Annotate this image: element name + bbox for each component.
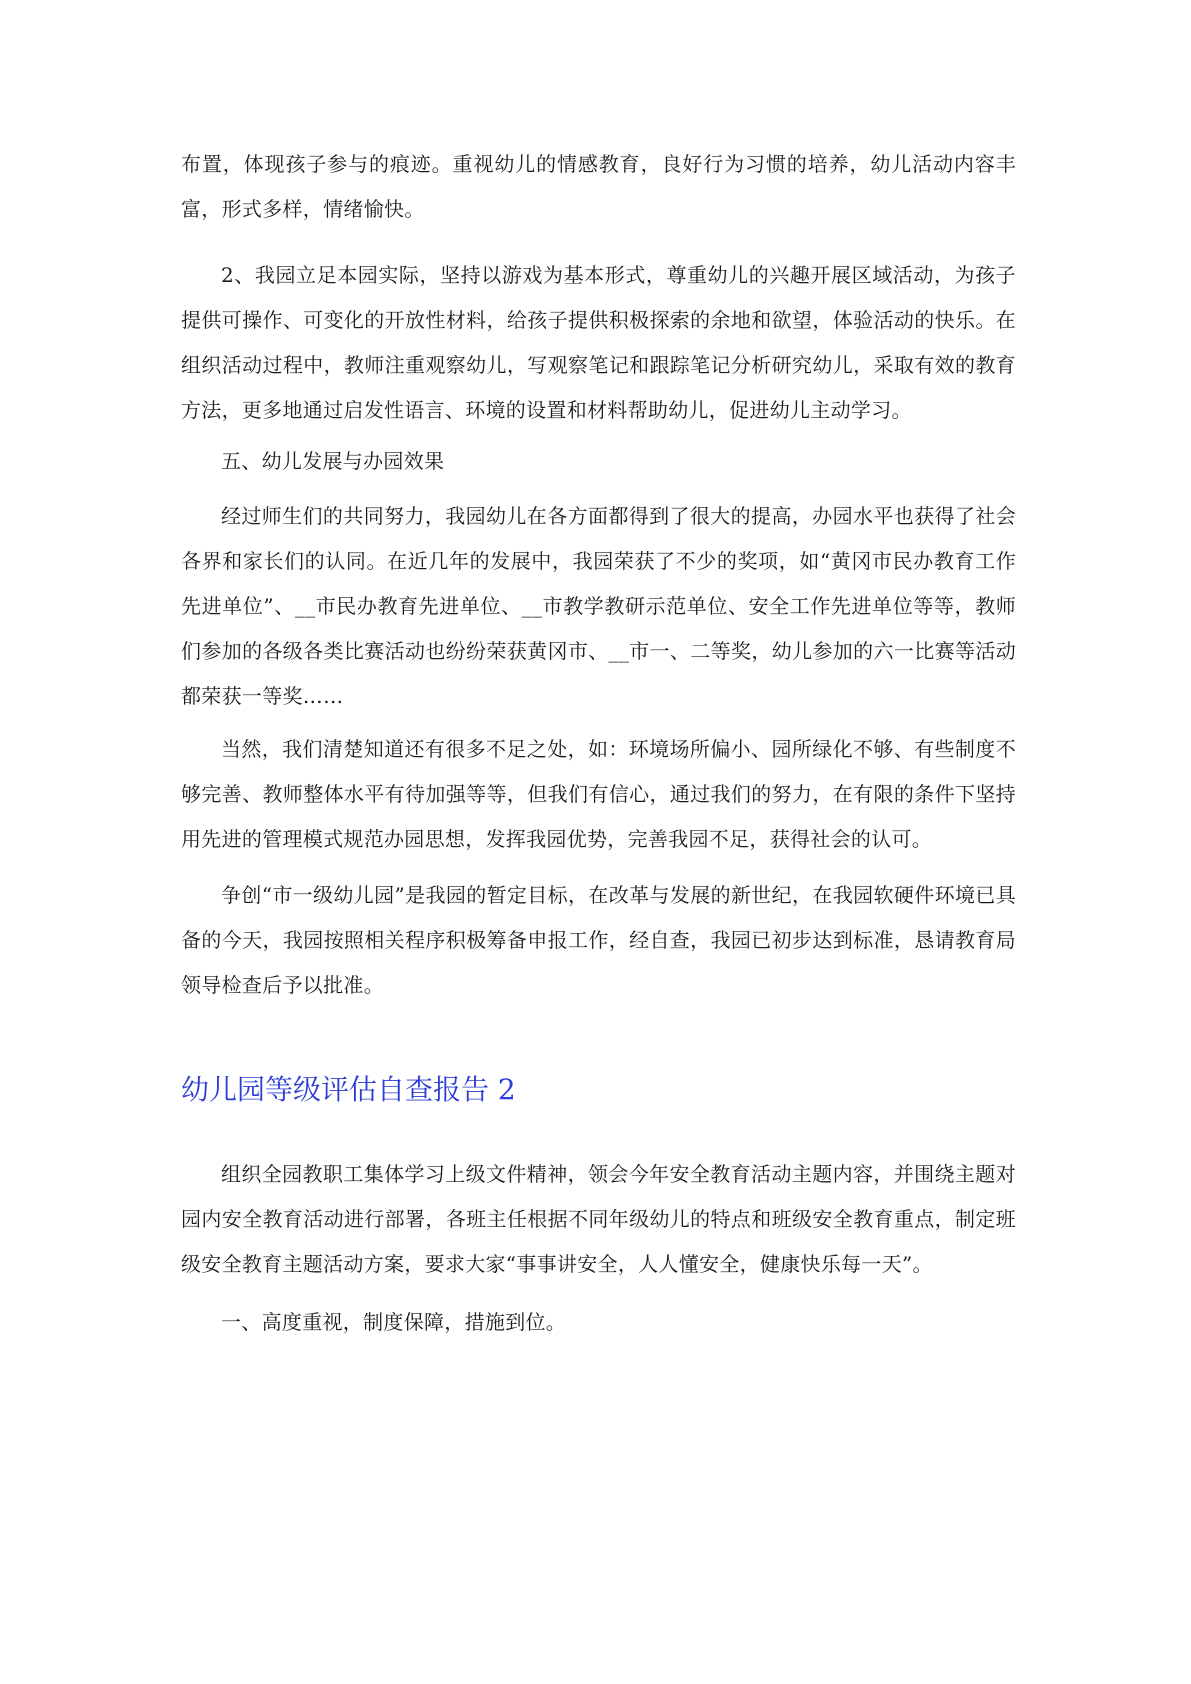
report-heading-2: 幼儿园等级评估自查报告 2: [181, 1073, 516, 1106]
paragraph-safety-education: 组织全园教职工集体学习上级文件精神，领会今年安全教育活动主题内容，并围绕主题对园内安全教育活动进行部署，各班主任根据不同年级幼儿的特点和班级安全教育重点，制定班级安全教育主题活动方案，要求大家“事事讲安全，人人懂安全，健康快乐每一天”。: [181, 1162, 1016, 1276]
section-title-five: 五、幼儿发展与办园效果: [221, 449, 445, 473]
paragraph-goal: 争创“市一级幼儿园”是我园的暂定目标，在改革与发展的新世纪，在我园软硬件环境已具备的今天，我园按照相关程序积极筹备申报工作，经自查，我园已初步达到标准，恳请教育局领导检查后予以批准。: [181, 883, 1016, 997]
paragraph-continuation: 布置，体现孩子参与的痕迹。重视幼儿的情感教育，良好行为习惯的培养，幼儿活动内容丰富，形式多样，情绪愉快。: [181, 152, 1016, 221]
paragraph-development-results: 经过师生们的共同努力，我园幼儿在各方面都得到了很大的提高，办园水平也获得了社会各界和家长们的认同。在近几年的发展中，我园荣获了不少的奖项，如“黄冈市民办教育工作先进单位”、__市民办教育先进单位、__市教学教研示范单位、安全工作先进单位等等，教师们参加的各级各类比赛活动也纷纷荣获黄冈市、__市一、二等奖，幼儿参加的六一比赛等活动都荣获一等奖……: [181, 504, 1016, 708]
paragraph-item-2: 2、我园立足本园实际，坚持以游戏为基本形式，尊重幼儿的兴趣开展区域活动，为孩子提供可操作、可变化的开放性材料，给孩子提供积极探索的余地和欲望，体验活动的快乐。在组织活动过程中，教师注重观察幼儿，写观察笔记和跟踪笔记分析研究幼儿，采取有效的教育方法，更多地通过启发性语言、环境的设置和材料帮助幼儿，促进幼儿主动学习。: [181, 263, 1016, 422]
paragraph-shortcomings: 当然，我们清楚知道还有很多不足之处，如：环境场所偏小、园所绿化不够、有些制度不够完善、教师整体水平有待加强等等，但我们有信心，通过我们的努力，在有限的条件下坚持用先进的管理模式规范办园思想，发挥我园优势，完善我园不足，获得社会的认可。: [181, 737, 1016, 851]
section-title-one: 一、高度重视，制度保障，措施到位。: [221, 1310, 567, 1334]
